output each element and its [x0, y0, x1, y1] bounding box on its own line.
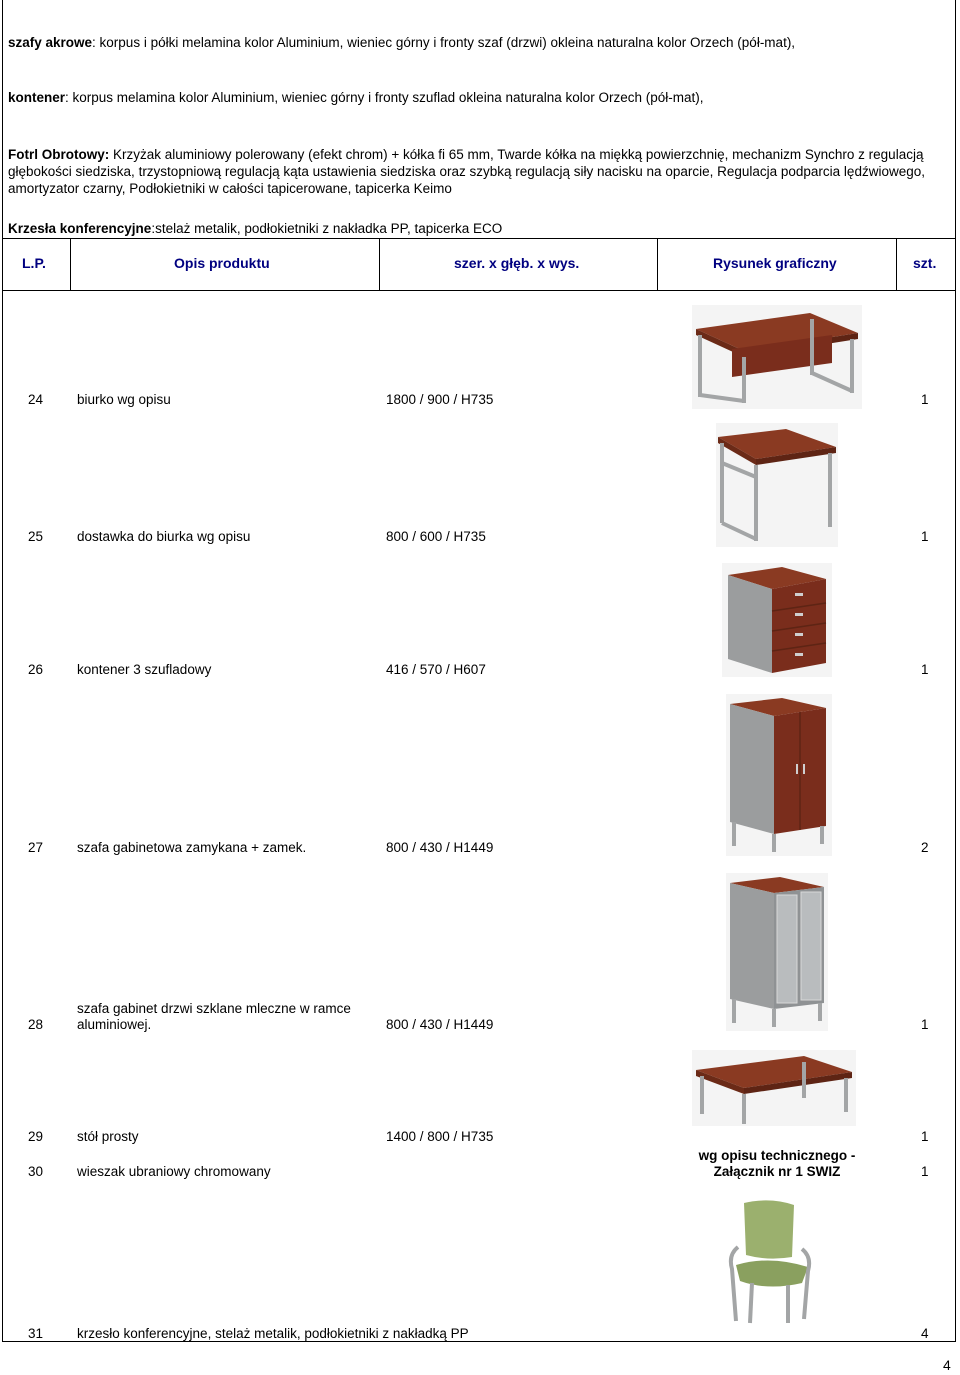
header-divider [379, 238, 380, 290]
row-description: biurko wg opisu [77, 392, 171, 407]
table-top-border [2, 238, 956, 239]
wardrobe-image [726, 694, 832, 856]
row-lp: 26 [28, 662, 44, 677]
row-qty: 1 [921, 529, 929, 544]
row-description: wieszak ubraniowy chromowany [77, 1164, 271, 1179]
row-description: kontener 3 szufladowy [77, 662, 212, 677]
row-note: wg opisu technicznego - Załącznik nr 1 SWIZ [698, 1148, 856, 1179]
row-lp: 25 [28, 529, 44, 544]
header-divider [657, 238, 658, 290]
page-number: 4 [943, 1357, 951, 1373]
header-dimensions: szer. x głęb. x wys. [454, 255, 580, 271]
row-qty: 4 [921, 1326, 929, 1341]
table-image [692, 1050, 856, 1126]
row-description: stół prosty [77, 1129, 139, 1144]
row-qty: 1 [921, 662, 929, 677]
row-description: dostawka do biurka wg opisu [77, 529, 251, 544]
header-divider [70, 238, 71, 290]
row-qty: 1 [921, 1129, 929, 1144]
row-dimensions: 800 / 600 / H735 [386, 529, 486, 544]
glass-cabinet-image [726, 873, 828, 1031]
row-qty: 1 [921, 1164, 929, 1179]
header-drawing: Rysunek graficzny [713, 255, 837, 271]
header-description: Opis produktu [174, 255, 270, 271]
spec-swivel-chair: Fotrl Obrotowy: Krzyżak aluminiowy polerowany (efekt chrom) + kółka fi 65 mm, Twarde kółka na miękką powierzchnię, mechanizm Synchro z regulacją głębokości siedziska, trzystopniową regulacją kąta ustawienia siedziska oraz szybką regulacją siły nacisku na oparcie, Regulacja podparcia lędźwiowego, amortyzator czarny, Podłokietniki w całości tapicerowane, tapicerka Keimo [8, 147, 925, 196]
desk-image [692, 305, 862, 409]
row-dimensions: 800 / 430 / H1449 [386, 1017, 494, 1032]
row-dimensions: 800 / 430 / H1449 [386, 840, 494, 855]
header-qty: szt. [913, 255, 937, 271]
row-description: szafa gabinet drzwi szklane mleczne w ramce aluminiowej. [77, 1001, 351, 1032]
row-qty: 2 [921, 840, 929, 855]
spec-wardrobes: szafy akrowe: korpus i półki melamina kolor Aluminium, wieniec górny i fronty szaf (drzwi) okleina naturalna kolor Orzech (pół-mat), [8, 35, 796, 50]
row-description: krzesło konferencyjne, stelaż metalik, podłokietniki z nakładką PP [77, 1326, 469, 1341]
row-dimensions: 1400 / 800 / H735 [386, 1129, 494, 1144]
row-qty: 1 [921, 392, 929, 407]
spec-container: kontener: korpus melamina kolor Aluminium, wieniec górny i fronty szuflad okleina naturalna kolor Orzech (pół-mat), [8, 90, 704, 105]
row-lp: 29 [28, 1129, 44, 1144]
header-divider [896, 238, 897, 290]
row-lp: 31 [28, 1326, 44, 1341]
spec-conference-chairs: Krzesła konferencyjne:stelaż metalik, podłokietniki z nakładka PP, tapicerka ECO [8, 221, 503, 236]
drawer-unit-image [722, 563, 832, 677]
row-lp: 30 [28, 1164, 44, 1179]
row-dimensions: 416 / 570 / H607 [386, 662, 486, 677]
desk-extension-image [716, 423, 838, 547]
row-lp: 24 [28, 392, 44, 407]
row-lp: 27 [28, 840, 44, 855]
chair-image [722, 1195, 818, 1327]
header-lp: L.P. [22, 255, 46, 271]
header-bottom-border [2, 290, 956, 291]
row-dimensions: 1800 / 900 / H735 [386, 392, 494, 407]
row-qty: 1 [921, 1017, 929, 1032]
row-description: szafa gabinetowa zamykana + zamek. [77, 840, 307, 855]
row-lp: 28 [28, 1017, 44, 1032]
